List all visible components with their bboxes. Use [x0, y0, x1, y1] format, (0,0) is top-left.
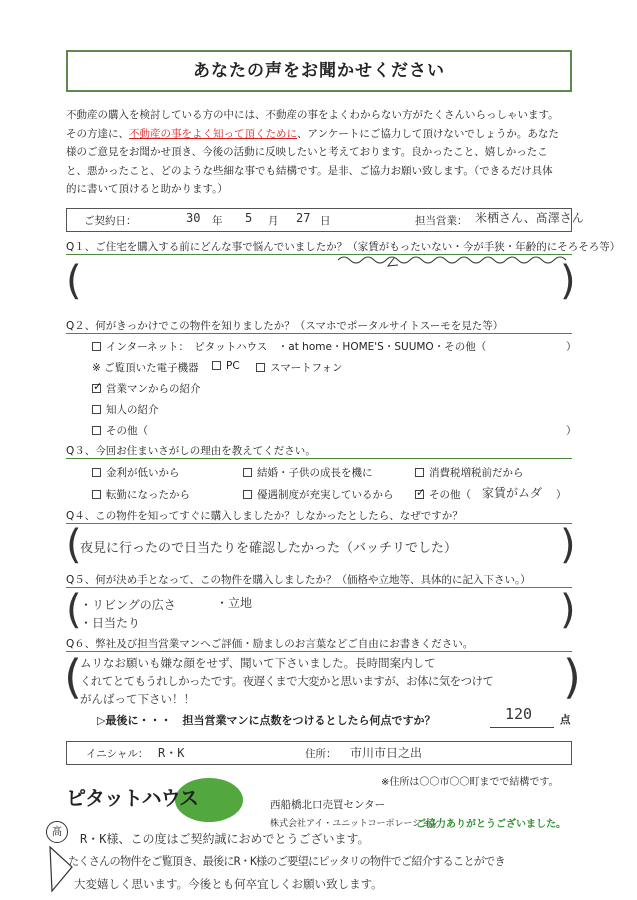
stamp: 髙 [46, 821, 68, 843]
intro-line: 的に書いて頂けると助かります。） [66, 183, 228, 195]
intro-text [66, 106, 586, 199]
q3-label: Q３、今回お住まいさがしの理由を教えてください。 [66, 445, 316, 457]
q3-opt-rate[interactable] [92, 465, 180, 480]
staff-value: 米栖さん、髙澤さん [475, 211, 584, 225]
contract-day: 27 [296, 211, 311, 225]
q5-paren-left: ( [66, 587, 82, 633]
q3-opt-tax[interactable] [415, 465, 524, 480]
q5-paren-right: ) [560, 587, 576, 633]
contract-month: 5 [245, 211, 253, 225]
q6-label: Q６、弊社及び担当営業マンへご評価・励ましのお言葉などご自由にお書きください。 [66, 638, 474, 650]
q6-paren-right: ) [563, 650, 581, 704]
reply-line-1: R・K様、この度はご契約誠におめでとうございます。 [80, 832, 370, 846]
score-label: ▷最後に・・・ 担当営業マンに点数をつけるとしたら何点ですか？ [97, 714, 436, 727]
q2-device-phone[interactable] [256, 360, 342, 375]
q6-answer-1: ムリなお願いも嫌な顔をせず、聞いて下さいました。長時間案内して [80, 656, 436, 670]
check-icon: ✓ [416, 486, 426, 499]
q2-underline [66, 333, 572, 334]
score-underline [490, 727, 554, 728]
q2-label: Q２、何がきっかけでこの物件を知りましたか？（スマホでポータルサイトスーモを見た等） [66, 320, 504, 332]
q5-label: Q５、何が決め手となって、この物件を購入しましたか？（価格や立地等、具体的に記入下さい。） [66, 574, 531, 586]
checkbox[interactable] [256, 363, 265, 372]
page-title: あなたの声をお聞かせください [193, 61, 445, 81]
q6-answer-2: くれてとてもうれしかったです。夜遅くまで大変かと思いますが、お体に気をつけて [80, 674, 494, 688]
q3-opt-tax-label: 消費税増税前だから [429, 467, 524, 479]
q4-label: Q４、この物件を知ってすぐに購入しましたか？しなかったとしたら、なぜですか？ [66, 510, 463, 522]
contract-year-unit: 年 [212, 215, 223, 227]
intro-line: 不動産の購入を検討している方の中には、不動産の事をよくわからない方がたくさんいらっしゃいます。 [66, 109, 559, 121]
q2-opt-sales[interactable] [92, 381, 201, 396]
company-name: 株式会社アイ・ユニットコーポレーション [270, 819, 440, 829]
q5-answer-3: ・日当たり [80, 616, 141, 630]
checkbox[interactable] [92, 342, 101, 351]
intro-line: と、悪かったこと、どのような些細な事でも結構です。是非、ご協力お願い致します。（できるだけ具体 [66, 164, 553, 177]
q4-underline [66, 523, 572, 524]
address-label: 住所： [305, 748, 337, 760]
q2-opt-friend[interactable] [92, 402, 159, 417]
reply-line-2: たくさんの物件をご覧頂き、最後にR・K様のご要望にピッタリの物件でご紹介することができ [68, 855, 505, 868]
checkbox-checked[interactable] [415, 486, 426, 499]
contract-month-unit: 月 [268, 215, 279, 227]
q3-opt-transfer-label: 転勤になったから [106, 489, 190, 501]
score-value: 120 [505, 705, 533, 723]
q2-device-note: ※ ご覧頂いた電子機器 [92, 362, 199, 374]
initial-value: R・K [158, 746, 185, 760]
q2-opt-internet[interactable] [92, 339, 486, 354]
q2-opt-friend-label: 知人の紹介 [106, 404, 159, 416]
check-icon: ✓ [93, 380, 103, 393]
q2-opt-other-close: ） [566, 425, 577, 437]
center-name: 西船橋北口売買センター [270, 799, 386, 811]
intro-highlight: 不動産の事をよく知って頂くために [129, 127, 297, 140]
checkbox[interactable] [92, 426, 101, 435]
title-box [66, 50, 572, 92]
q2-opt-sales-label: 営業マンからの紹介 [106, 383, 201, 395]
q4-paren-right: ) [560, 522, 576, 568]
q3-other-answer: 家賃がムダ [482, 486, 543, 500]
q3-opt-marriage-label: 結婚・子供の成長を機に [257, 467, 373, 479]
checkbox-checked[interactable] [92, 380, 103, 393]
q5-answer-2: ・立地 [216, 596, 253, 610]
address-note: ※住所は〇〇市〇〇町までで結構です。 [381, 777, 559, 788]
checkbox[interactable] [415, 468, 424, 477]
q6-underline [66, 651, 572, 652]
q3-underline [66, 458, 572, 459]
contract-year: 30 [186, 211, 201, 225]
intro-line [66, 125, 586, 144]
q3-opt-marriage[interactable] [243, 465, 373, 480]
q3-opt-other-label: その他（ [429, 489, 471, 501]
staff-label: 担当営業： [415, 215, 468, 227]
initial-label: イニシャル： [86, 748, 149, 760]
checkbox[interactable] [92, 490, 101, 499]
intro-text-part: その方達に、 [66, 127, 129, 140]
q1-paren-right: ) [560, 258, 576, 304]
q2-device-pc-label: PC [226, 360, 240, 372]
score-unit: 点 [560, 714, 571, 726]
q3-opt-incentive[interactable] [243, 487, 394, 502]
checkbox[interactable] [212, 361, 221, 370]
intro-line: 様のご意見をお聞かせ頂き、今後の活動に反映したいと考えております。良かったこと、嬉しかったこ [66, 146, 548, 158]
q2-opt-internet-label: インターネット： ピタットハウス ・at home・HOME'S・SUUMO・その他（ [106, 341, 487, 353]
q6-answer-3: がんばって下さい！！ [80, 692, 195, 706]
reply-line-3: 大変嬉しく思います。今後とも何卒宜しくお願い致します。 [74, 877, 383, 891]
q2-opt-other-label: その他（ [106, 425, 148, 437]
q1-label: Q１、ご住宅を購入する前にどんな事で悩んでいましたか？（家賃がもったいない・今が手狭・年齢的にそろそろ等） [66, 241, 621, 253]
q2-device-phone-label: スマートフォン [270, 362, 343, 374]
q3-opt-rate-label: 金利が低いから [106, 467, 180, 479]
q1-paren-left: ( [66, 258, 82, 304]
thanks-text: ご協力ありがとうございました。 [416, 819, 566, 830]
q4-paren-left: ( [66, 522, 82, 568]
contract-date-label: ご契約日： [84, 215, 137, 227]
address-value: 市川市日之出 [350, 746, 423, 760]
q2-opt-internet-close: ） [566, 341, 577, 353]
intro-text-part: 、アンケートにご協力して頂けないでしょうか。あなた [297, 127, 559, 140]
q5-underline [66, 587, 572, 588]
checkbox[interactable] [243, 468, 252, 477]
q3-opt-other-close: ） [556, 489, 567, 501]
contract-day-unit: 日 [320, 215, 331, 227]
q3-opt-transfer[interactable] [92, 487, 190, 502]
q2-device-pc[interactable] [212, 360, 240, 372]
brand-logo: ピタットハウス [66, 786, 198, 810]
checkbox[interactable] [243, 490, 252, 499]
q3-opt-other[interactable] [415, 487, 471, 502]
q2-opt-other[interactable] [92, 423, 148, 438]
q4-answer: 夜見に行ったので日当たりを確認したかった（バッチリでした） [80, 541, 458, 556]
q5-answer-1: ・リビングの広さ [80, 598, 176, 612]
q6-paren-left: ( [64, 650, 82, 704]
q1-wavy-mark [336, 252, 576, 272]
q3-opt-incentive-label: 優遇制度が充実しているから [257, 489, 394, 501]
checkbox[interactable] [92, 468, 101, 477]
checkbox[interactable] [92, 405, 101, 414]
